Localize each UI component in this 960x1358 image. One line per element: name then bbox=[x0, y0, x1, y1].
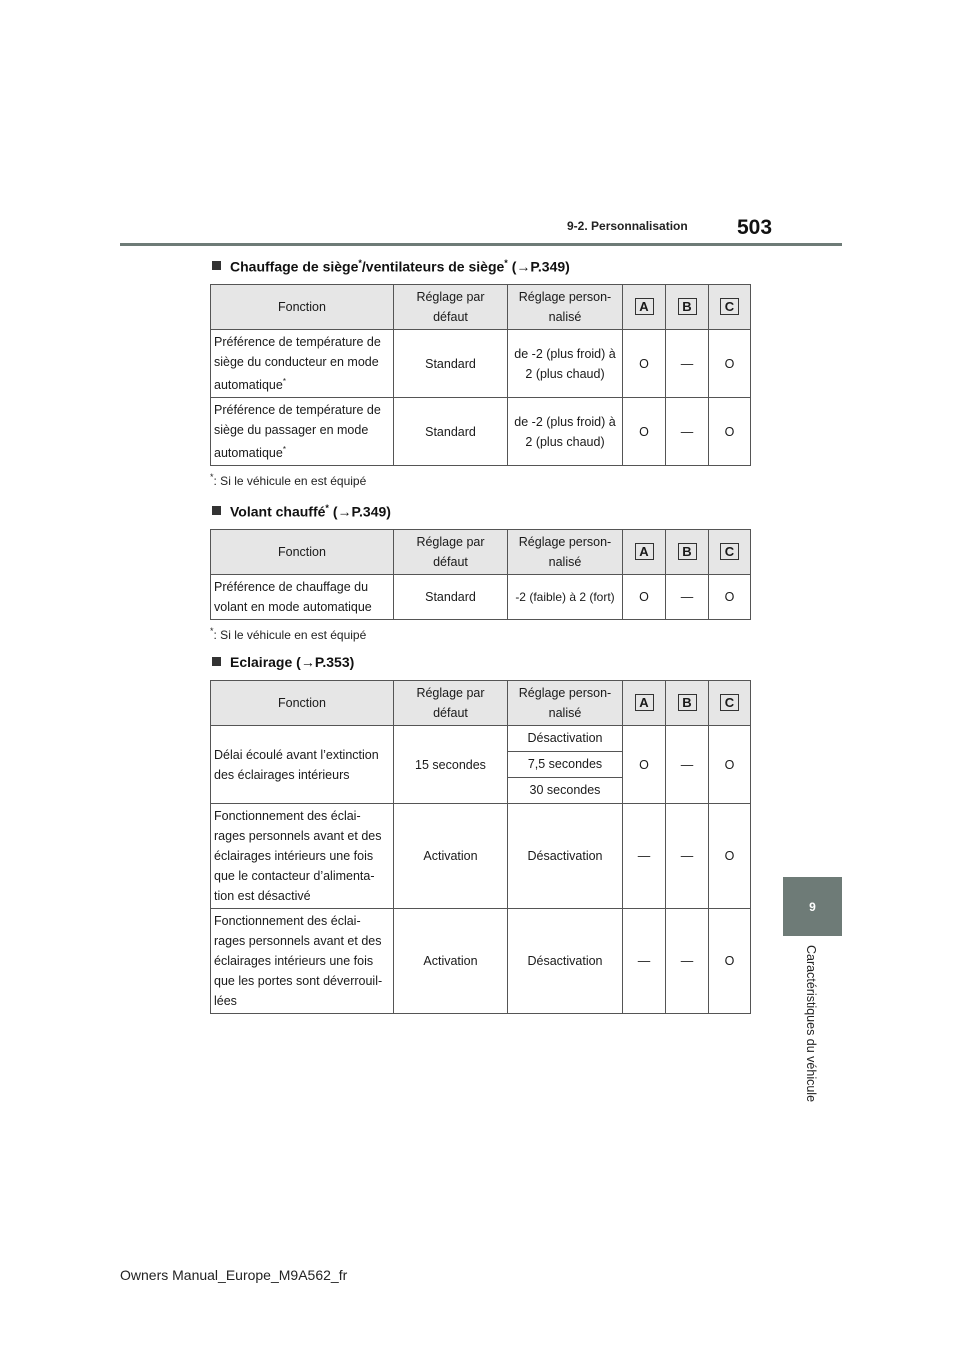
c-cell: O bbox=[709, 398, 751, 466]
custom-option-cell: 30 secondes bbox=[508, 778, 623, 804]
section-heading: Volant chauffé* (→P.349) bbox=[210, 503, 750, 523]
function-cell: Fonctionnement des éclai- rages personnels avant et des éclairages intérieurs une fois que le contacteur d’alimenta- tion est désactivé bbox=[211, 804, 394, 909]
col-c-header: C bbox=[709, 285, 751, 330]
settings-table bbox=[210, 529, 751, 620]
b-cell: — bbox=[666, 575, 709, 620]
table-row bbox=[211, 575, 751, 620]
table-row bbox=[211, 726, 751, 752]
function-cell: Délai écoulé avant l’extinction des éclairages intérieurs bbox=[211, 726, 394, 804]
function-cell: Préférence de température de siège du conducteur en mode automatique* bbox=[211, 330, 394, 398]
custom-cell: Désactivation bbox=[508, 804, 623, 909]
section-seat-heating bbox=[210, 258, 750, 466]
page-number: 503 bbox=[737, 216, 773, 239]
default-cell: Standard bbox=[394, 398, 508, 466]
custom-option-cell: Désactivation bbox=[508, 726, 623, 752]
footer-document-id: Owners Manual_Europe_M9A562_fr bbox=[120, 1267, 348, 1283]
col-a-header: A bbox=[623, 681, 666, 726]
table-header-row bbox=[211, 530, 751, 575]
col-default-header: Réglage par défaut bbox=[394, 530, 508, 575]
header-section-title: 9-2. Personnalisation bbox=[567, 219, 688, 233]
col-b-header: B bbox=[666, 530, 709, 575]
section-heading: Eclairage (→P.353) bbox=[210, 654, 750, 674]
table-row bbox=[211, 804, 751, 909]
c-cell: O bbox=[709, 330, 751, 398]
square-bullet-icon bbox=[212, 261, 221, 270]
b-cell: — bbox=[666, 398, 709, 466]
function-cell: Fonctionnement des éclai- rages personnels avant et des éclairages intérieurs une fois que les portes sont déverrouil- lées bbox=[211, 909, 394, 1014]
col-custom-header: Réglage person- nalisé bbox=[508, 285, 623, 330]
chapter-number: 9 bbox=[809, 899, 816, 914]
table-row bbox=[211, 398, 751, 466]
table-row bbox=[211, 909, 751, 1014]
settings-table bbox=[210, 680, 751, 1014]
b-cell: — bbox=[666, 726, 709, 804]
section-heading: Chauffage de siège*/ventilateurs de siège* (→P.349) bbox=[210, 258, 750, 278]
section-lighting bbox=[210, 654, 750, 1014]
b-cell: — bbox=[666, 804, 709, 909]
col-b-header: B bbox=[666, 285, 709, 330]
a-cell: O bbox=[623, 726, 666, 804]
col-default-header: Réglage par défaut bbox=[394, 285, 508, 330]
custom-option-cell: 7,5 secondes bbox=[508, 752, 623, 778]
default-cell: Activation bbox=[394, 909, 508, 1014]
function-cell: Préférence de chauffage du volant en mode automatique bbox=[211, 575, 394, 620]
col-function-header: Fonction bbox=[211, 530, 394, 575]
custom-cell: Désactivation bbox=[508, 909, 623, 1014]
a-cell: — bbox=[623, 909, 666, 1014]
a-cell: O bbox=[623, 398, 666, 466]
c-cell: O bbox=[709, 909, 751, 1014]
default-cell: Activation bbox=[394, 804, 508, 909]
col-default-header: Réglage par défaut bbox=[394, 681, 508, 726]
square-bullet-icon bbox=[212, 506, 221, 515]
chapter-title: Caractéristiques du véhicule bbox=[804, 945, 818, 1103]
table-header-row bbox=[211, 285, 751, 330]
section-heated-steering bbox=[210, 503, 750, 620]
b-cell: — bbox=[666, 909, 709, 1014]
col-c-header: C bbox=[709, 681, 751, 726]
a-cell: O bbox=[623, 330, 666, 398]
chapter-tab bbox=[783, 877, 842, 936]
default-cell: 15 secondes bbox=[394, 726, 508, 804]
col-a-header: A bbox=[623, 285, 666, 330]
c-cell: O bbox=[709, 575, 751, 620]
footnote: *: Si le véhicule en est équipé bbox=[210, 472, 367, 488]
a-cell: — bbox=[623, 804, 666, 909]
b-cell: — bbox=[666, 330, 709, 398]
col-b-header: B bbox=[666, 681, 709, 726]
custom-cell: -2 (faible) à 2 (fort) bbox=[508, 575, 623, 620]
default-cell: Standard bbox=[394, 575, 508, 620]
page-reference-link[interactable]: (→P.353) bbox=[292, 654, 355, 670]
function-cell: Préférence de température de siège du passager en mode automatique* bbox=[211, 398, 394, 466]
table-row bbox=[211, 330, 751, 398]
col-custom-header: Réglage person- nalisé bbox=[508, 530, 623, 575]
col-function-header: Fonction bbox=[211, 681, 394, 726]
settings-table bbox=[210, 284, 751, 466]
footnote: *: Si le véhicule en est équipé bbox=[210, 626, 367, 642]
c-cell: O bbox=[709, 726, 751, 804]
page-reference-link[interactable]: (→P.349) bbox=[328, 503, 391, 520]
custom-cell: de -2 (plus froid) à 2 (plus chaud) bbox=[508, 330, 623, 398]
page-reference-link[interactable]: (→P.349) bbox=[507, 258, 570, 275]
col-a-header: A bbox=[623, 530, 666, 575]
col-c-header: C bbox=[709, 530, 751, 575]
square-bullet-icon bbox=[212, 657, 221, 666]
header-divider bbox=[120, 243, 842, 246]
default-cell: Standard bbox=[394, 330, 508, 398]
col-function-header: Fonction bbox=[211, 285, 394, 330]
a-cell: O bbox=[623, 575, 666, 620]
c-cell: O bbox=[709, 804, 751, 909]
table-header-row bbox=[211, 681, 751, 726]
custom-cell: de -2 (plus froid) à 2 (plus chaud) bbox=[508, 398, 623, 466]
col-custom-header: Réglage person- nalisé bbox=[508, 681, 623, 726]
